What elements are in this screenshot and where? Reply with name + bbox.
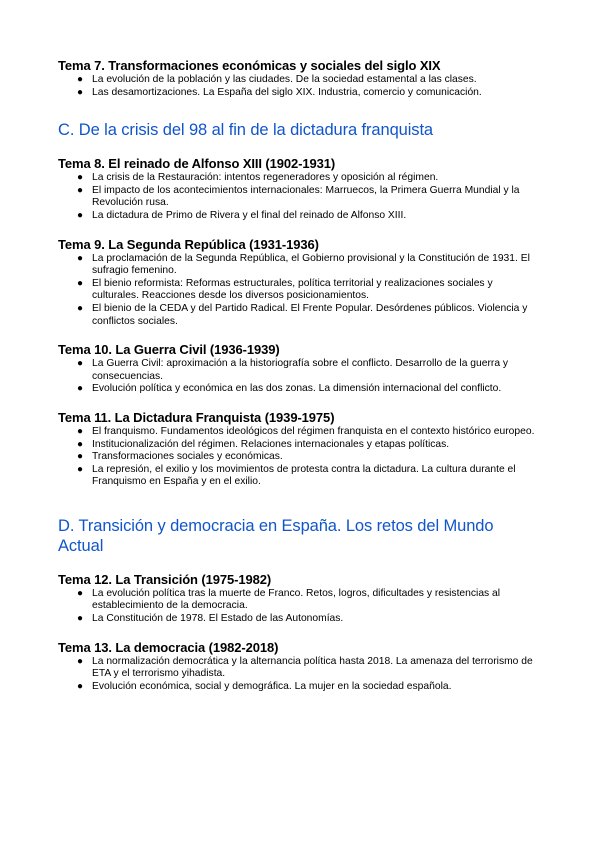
tema-9-heading: Tema 9. La Segunda República (1931-1936) xyxy=(58,236,319,252)
list-item: ● El bienio reformista: Reformas estructurales, política territorial y realizaciones sociales y culturales. Reacciones desde los diversos posicionamientos. xyxy=(77,277,493,302)
bullet-icon: ● xyxy=(77,302,84,314)
bullet-icon: ● xyxy=(77,383,84,395)
tema-8-heading: Tema 8. El reinado de Alfonso XIII (1902-1931) xyxy=(58,156,336,172)
bullet-icon: ● xyxy=(77,451,84,463)
list-item: ● Evolución política y económica en las dos zonas. La dimensión internacional del conflicto. xyxy=(77,383,502,395)
list-item: ● La normalización democrática y la alternancia política hasta 2018. La amenaza del terrorismo de ETA y el terrorismo yihadista. xyxy=(77,655,533,680)
section-c-heading: C. De la crisis del 98 al fin de la dictadura franquista xyxy=(58,121,434,140)
bullet-icon: ● xyxy=(77,680,84,692)
tema-11-heading: Tema 11. La Dictadura Franquista (1939-1975) xyxy=(58,409,335,425)
list-item: ● Las desamortizaciones. La España del siglo XIX. Industria, comercio y comunicación. xyxy=(77,86,482,98)
tema-13-list xyxy=(58,656,542,694)
list-item: ● La proclamación de la Segunda República, el Gobierno provisional y la Constitución de 1931. El sufragio femenino. xyxy=(77,252,530,277)
bullet-icon: ● xyxy=(77,463,84,475)
list-item: ● Evolución económica, social y demográfica. La mujer en la sociedad española. xyxy=(77,680,452,692)
bullet-icon: ● xyxy=(77,86,84,98)
bullet-icon: ● xyxy=(77,277,84,289)
tema-13-heading: Tema 13. La democracia (1982-2018) xyxy=(58,639,279,655)
bullet-icon: ● xyxy=(77,438,84,450)
list-item: ● La represión, el exilio y los movimientos de protesta contra la dictadura. La cultura durante el Franquismo en España y en el exilio. xyxy=(77,463,516,488)
bullet-icon: ● xyxy=(77,184,84,196)
tema-10-list xyxy=(58,358,542,396)
tema-10-heading: Tema 10. La Guerra Civil (1936-1939) xyxy=(58,342,280,358)
list-item: ● Transformaciones sociales y económicas. xyxy=(77,451,283,463)
bullet-icon: ● xyxy=(77,655,84,667)
bullet-icon: ● xyxy=(77,252,84,264)
bullet-icon: ● xyxy=(77,358,84,370)
list-item: ● La Guerra Civil: aproximación a la historiografía sobre el conflicto. Desarrollo de la guerra y consecuencias. xyxy=(77,358,509,382)
bullet-icon: ● xyxy=(77,613,84,625)
tema-12-heading: Tema 12. La Transición (1975-1982) xyxy=(58,571,272,587)
list-item: ● La crisis de la Restauración: intentos regeneradores y oposición al régimen. xyxy=(77,172,439,184)
bullet-icon: ● xyxy=(77,587,84,599)
bullet-icon: ● xyxy=(77,209,84,221)
list-item: ● La dictadura de Primo de Rivera y el final del reinado de Alfonso XIII. xyxy=(77,209,407,221)
list-item: ● El bienio de la CEDA y del Partido Radical. El Frente Popular. Desórdenes públicos. Violencia y conflictos sociales. xyxy=(77,302,528,327)
tema-12-list xyxy=(58,588,542,626)
section-d-heading: D. Transición y democracia en España. Los retos del Mundo Actual xyxy=(58,516,494,555)
bullet-icon: ● xyxy=(77,74,84,85)
bullet-icon: ● xyxy=(77,172,84,184)
tema-9-list xyxy=(58,253,542,329)
list-item: ● Institucionalización del régimen. Relaciones internacionales y etapas políticas. xyxy=(77,438,450,450)
list-item: ● La Constitución de 1978. El Estado de las Autonomías. xyxy=(77,613,344,625)
bullet-icon: ● xyxy=(77,425,84,437)
list-item: ● La evolución política tras la muerte de Franco. Retos, logros, dificultades y resistencias al establecimiento de la democracia. xyxy=(77,587,501,612)
list-item: ● La evolución de la población y las ciudades. De la sociedad estamental a las clases. xyxy=(77,74,477,85)
tema-7-list xyxy=(58,74,542,99)
list-item: ● El franquismo. Fundamentos ideológicos del régimen franquista en el contexto histórico europeo. xyxy=(77,425,535,437)
tema-7-heading: Tema 7. Transformaciones económicas y sociales del siglo XIX xyxy=(58,58,441,73)
tema-11-list xyxy=(58,426,542,489)
tema-8-list xyxy=(58,172,542,222)
list-item: ● El impacto de los acontecimientos internacionales: Marruecos, la Primera Guerra Mundial y la Revolución rusa. xyxy=(77,184,520,209)
